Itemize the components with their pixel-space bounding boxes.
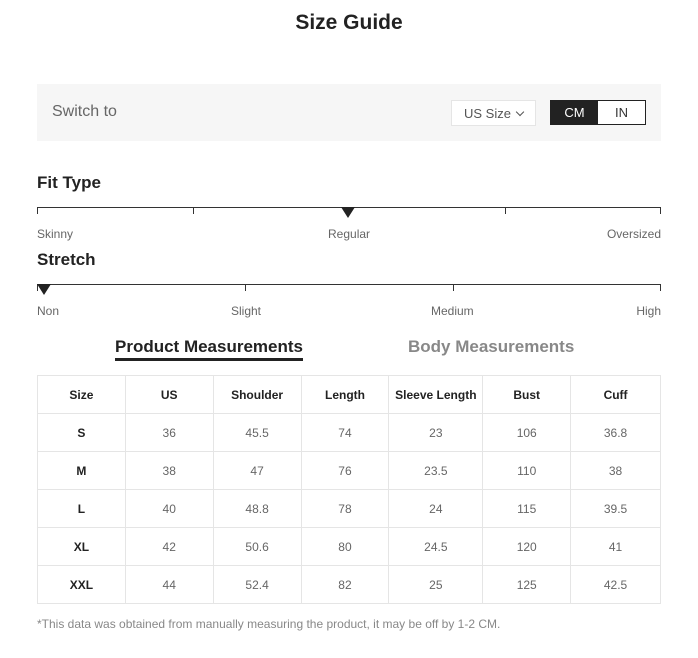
column-header: Cuff [571, 376, 661, 414]
size-cell: S [38, 414, 126, 452]
table-cell: 23 [389, 414, 483, 452]
unit-toggle [550, 100, 646, 125]
table-cell: 82 [301, 566, 389, 604]
scale-tick [245, 284, 246, 291]
table-cell: 80 [301, 528, 389, 566]
column-header: Length [301, 376, 389, 414]
scale-line [37, 284, 661, 285]
fit-type-scale [37, 207, 661, 215]
table-cell: 24 [389, 490, 483, 528]
size-cell: XL [38, 528, 126, 566]
table-cell: 78 [301, 490, 389, 528]
table-row [38, 452, 661, 490]
table-cell: 74 [301, 414, 389, 452]
stretch-option-high: High [636, 304, 661, 318]
table-cell: 44 [125, 566, 213, 604]
scale-tick [453, 284, 454, 291]
table-cell: 41 [571, 528, 661, 566]
unit-cm-button[interactable]: CM [551, 101, 598, 124]
size-system-dropdown[interactable] [451, 100, 536, 126]
table-cell: 120 [483, 528, 571, 566]
fit-option-oversized: Oversized [606, 227, 661, 241]
size-cell: M [38, 452, 126, 490]
table-row [38, 528, 661, 566]
table-cell: 50.6 [213, 528, 301, 566]
table-cell: 40 [125, 490, 213, 528]
scale-tick [660, 207, 661, 214]
column-header: Sleeve Length [389, 376, 483, 414]
unit-in-button[interactable]: IN [598, 101, 645, 124]
table-cell: 25 [389, 566, 483, 604]
table-cell: 115 [483, 490, 571, 528]
table-cell: 42.5 [571, 566, 661, 604]
table-cell: 38 [571, 452, 661, 490]
page-title: Size Guide [295, 11, 403, 34]
unit-switch-bar [37, 84, 661, 141]
switch-label: Switch to [52, 103, 117, 120]
tab-product-measurements[interactable]: Product Measurements [115, 337, 303, 361]
size-cell: L [38, 490, 126, 528]
table-cell: 36.8 [571, 414, 661, 452]
table-cell: 39.5 [571, 490, 661, 528]
table-cell: 47 [213, 452, 301, 490]
table-cell: 125 [483, 566, 571, 604]
scale-tick [193, 207, 194, 214]
column-header: US [125, 376, 213, 414]
size-table [37, 375, 661, 604]
table-cell: 52.4 [213, 566, 301, 604]
disclaimer-footnote: *This data was obtained from manually measuring the product, it may be off by 1-2 CM. [37, 617, 501, 631]
table-cell: 48.8 [213, 490, 301, 528]
table-cell: 23.5 [389, 452, 483, 490]
table-cell: 45.5 [213, 414, 301, 452]
column-header: Bust [483, 376, 571, 414]
table-cell: 24.5 [389, 528, 483, 566]
table-cell: 76 [301, 452, 389, 490]
stretch-label: Stretch [37, 250, 96, 269]
table-cell: 106 [483, 414, 571, 452]
table-cell: 42 [125, 528, 213, 566]
table-cell: 38 [125, 452, 213, 490]
scale-tick [505, 207, 506, 214]
fit-type-label: Fit Type [37, 173, 101, 192]
table-header-row [38, 376, 661, 414]
table-row [38, 566, 661, 604]
table-cell: 36 [125, 414, 213, 452]
column-header: Size [38, 376, 126, 414]
scale-tick [37, 207, 38, 214]
chevron-down-icon [516, 107, 524, 115]
stretch-marker-icon [37, 284, 51, 295]
table-row [38, 414, 661, 452]
stretch-option-slight: Slight [231, 304, 262, 318]
fit-option-regular: Regular [328, 227, 371, 241]
stretch-option-non: Non [37, 304, 60, 318]
fit-type-marker-icon [341, 207, 355, 218]
tab-body-measurements[interactable]: Body Measurements [408, 337, 575, 356]
scale-tick [660, 284, 661, 291]
fit-option-skinny: Skinny [37, 227, 74, 241]
size-system-value: US Size [464, 105, 511, 121]
table-row [38, 490, 661, 528]
table-cell: 110 [483, 452, 571, 490]
stretch-scale [37, 284, 661, 292]
column-header: Shoulder [213, 376, 301, 414]
size-cell: XXL [38, 566, 126, 604]
stretch-option-medium: Medium [431, 304, 474, 318]
